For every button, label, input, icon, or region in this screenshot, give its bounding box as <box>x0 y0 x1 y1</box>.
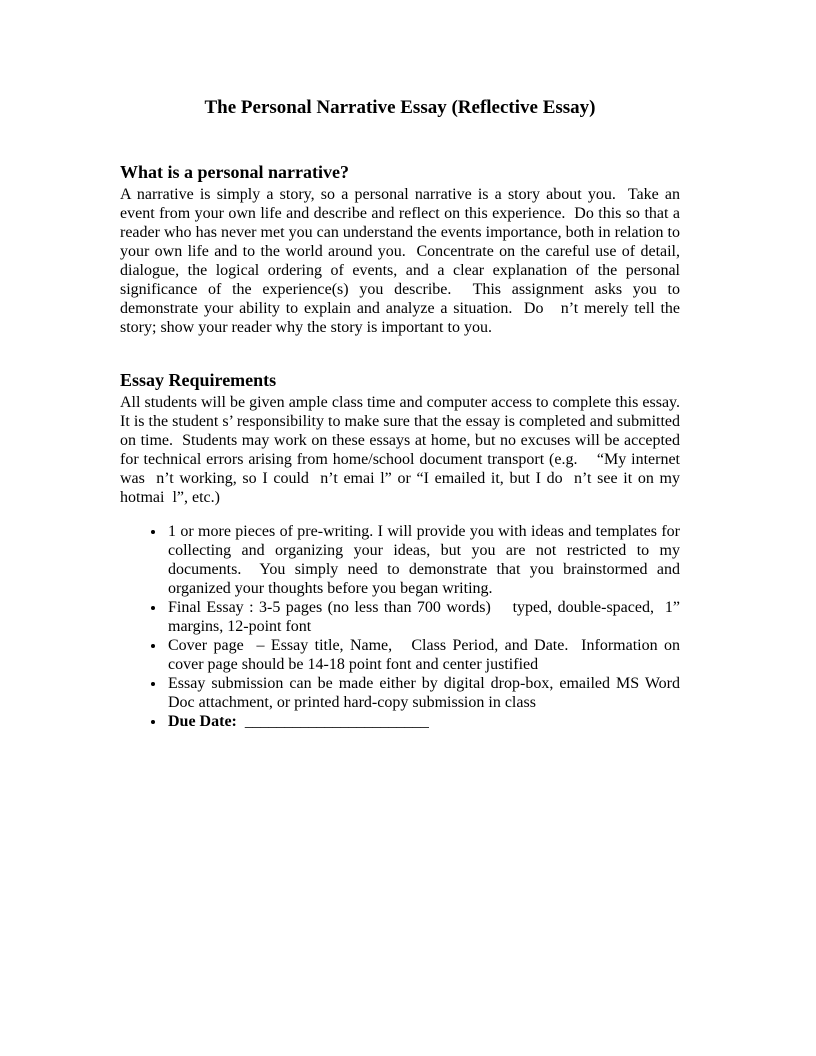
list-item-text: 1 or more pieces of pre-writing. I will provide you with ideas and templates for collecting and organizing your ideas, but you are not restricted to my documents. You simply need to demonstrate that you brainstormed and organized your thoughts before you began writing. <box>168 523 684 597</box>
list-item <box>166 598 684 636</box>
requirements-list <box>120 522 684 731</box>
list-item-text: Final Essay : 3-5 pages (no less than 700 words) typed, double-spaced, 1” margins, 12-point font <box>168 599 684 635</box>
list-item-text: Cover page – Essay title, Name, Class Period, and Date. Information on cover page should be 14-18 point font and center justified <box>168 637 684 673</box>
document-title: The Personal Narrative Essay (Reflective Essay) <box>204 97 596 118</box>
paragraph-requirements: All students will be given ample class time and computer access to complete this essay. It is the student s’ responsibility to make sure that the essay is completed and submitted on time. Students may work on these essays at home, but no excuses will be accepted for technical errors arising from home/school document transport (e.g. “My internet was n’t working, so I could n’t emai l” or “I emailed it, but I do n’t see it on my hotmai l”, etc.) <box>120 394 688 506</box>
list-item <box>166 636 684 674</box>
section-heading-requirements: Essay Requirements <box>120 370 277 390</box>
list-item-due-date <box>166 712 680 731</box>
section-heading-what-is: What is a personal narrative? <box>120 162 349 182</box>
paragraph-what-is: A narrative is simply a story, so a personal narrative is a story about you. Take an event from your own life and describe and reflect on this experience. Do this so that a reader who has never met you can understand the events importance, both in relation to your own life and to the world around you. Concentrate on the careful use of detail, dialogue, the logical ordering of events, and a clear explanation of the personal significance of the experience(s) you describe. This assignment asks you to demonstrate your ability to explain and analyze a situation. Do n’t merely tell the story; show your reader why the story is important to you. <box>120 186 684 336</box>
document-content <box>120 96 688 731</box>
due-date-label: Due Date: <box>168 713 237 730</box>
section-what-is-a-personal-narrative <box>120 162 684 337</box>
section-essay-requirements <box>120 370 688 731</box>
due-date-blank: _______________________ <box>244 713 429 730</box>
list-item <box>166 674 684 712</box>
list-item <box>166 522 684 598</box>
list-item-text: Essay submission can be made either by digital drop-box, emailed MS Word Doc attachment, or printed hard-copy submission in class <box>168 675 684 711</box>
